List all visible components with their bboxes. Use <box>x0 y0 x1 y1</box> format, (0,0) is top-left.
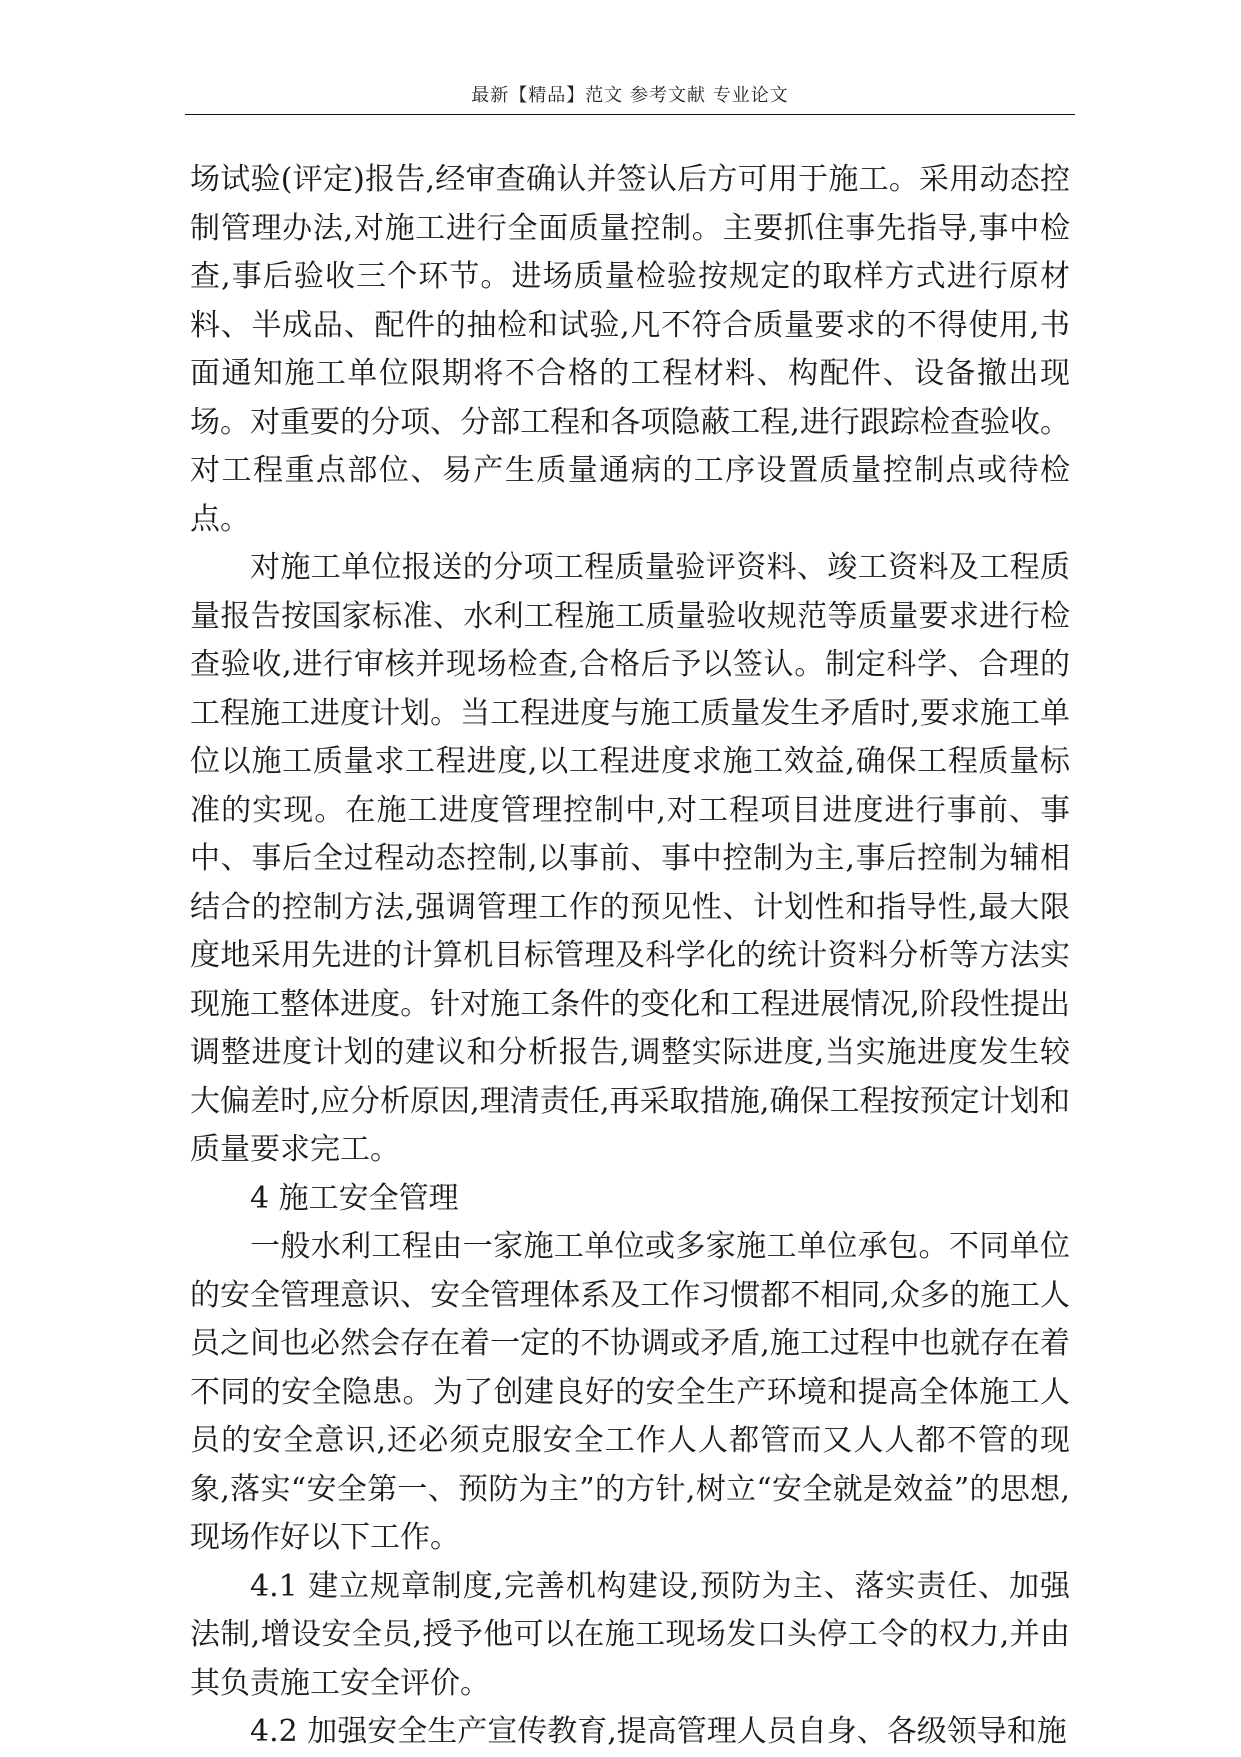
paragraph-safety-intro: 一般水利工程由一家施工单位或多家施工单位承包。不同单位的安全管理意识、安全管理体系及工作习惯都不相同,众多的施工人员之间也必然会存在着一定的不协调或矛盾,施工过程中也就存在着不同的安全隐患。为了创建良好的安全生产环境和提高全体施工人员的安全意识,还必须克服安全工作人人都管而又人人都不管的现象,落实“安全第一、预防为主”的方针,树立“安全就是效益”的思想,现场作好以下工作。 <box>190 1229 1070 1555</box>
paragraph-safety-4-2: 4.2 加强安全生产宣传教育,提高管理人员自身、各级领导和施 <box>250 1714 1067 1749</box>
paragraph-quality-control: 场试验(评定)报告,经审查确认并签认后方可用于施工。采用动态控制管理办法,对施工进行全面质量控制。主要抓住事先指导,事中检查,事后验收三个环节。进场质量检验按规定的取样方式进行原材料、半成品、配件的抽检和试验,凡不符合质量要求的不得使用,书面通知施工单位限期将不合格的工程材料、构配件、设备撤出现场。对重要的分项、分部工程和各项隐蔽工程,进行跟踪检查验收。对工程重点部位、易产生质量通病的工序设置质量控制点或待检点。 <box>190 162 1070 537</box>
section-heading-safety: 4 施工安全管理 <box>250 1180 459 1216</box>
page-header: 最新【精品】范文 参考文献 专业论文 <box>471 85 789 106</box>
document-body <box>190 156 1070 1757</box>
header-divider <box>185 114 1075 115</box>
paragraph-safety-4-1: 4.1 建立规章制度,完善机构建设,预防为主、落实责任、加强法制,增设安全员,授予他可以在施工现场发口头停工令的权力,并由其负责施工安全评价。 <box>190 1568 1070 1701</box>
paragraph-progress-control: 对施工单位报送的分项工程质量验评资料、竣工资料及工程质量报告按国家标准、水利工程施工质量验收规范等质量要求进行检查验收,进行审核并现场检查,合格后予以签认。制定科学、合理的工程施工进度计划。当工程进度与施工质量发生矛盾时,要求施工单位以施工质量求工程进度,以工程进度求施工效益,确保工程质量标准的实现。在施工进度管理控制中,对工程项目进度进行事前、事中、事后全过程动态控制,以事前、事中控制为主,事后控制为辅相结合的控制方法,强调管理工作的预见性、计划性和指导性,最大限度地采用先进的计算机目标管理及科学化的统计资料分析等方法实现施工整体进度。针对施工条件的变化和工程进展情况,阶段性提出调整进度计划的建议和分析报告,调整实际进度,当实施进度发生较大偏差时,应分析原因,理清责任,再采取措施,确保工程按预定计划和质量要求完工。 <box>190 550 1070 1167</box>
